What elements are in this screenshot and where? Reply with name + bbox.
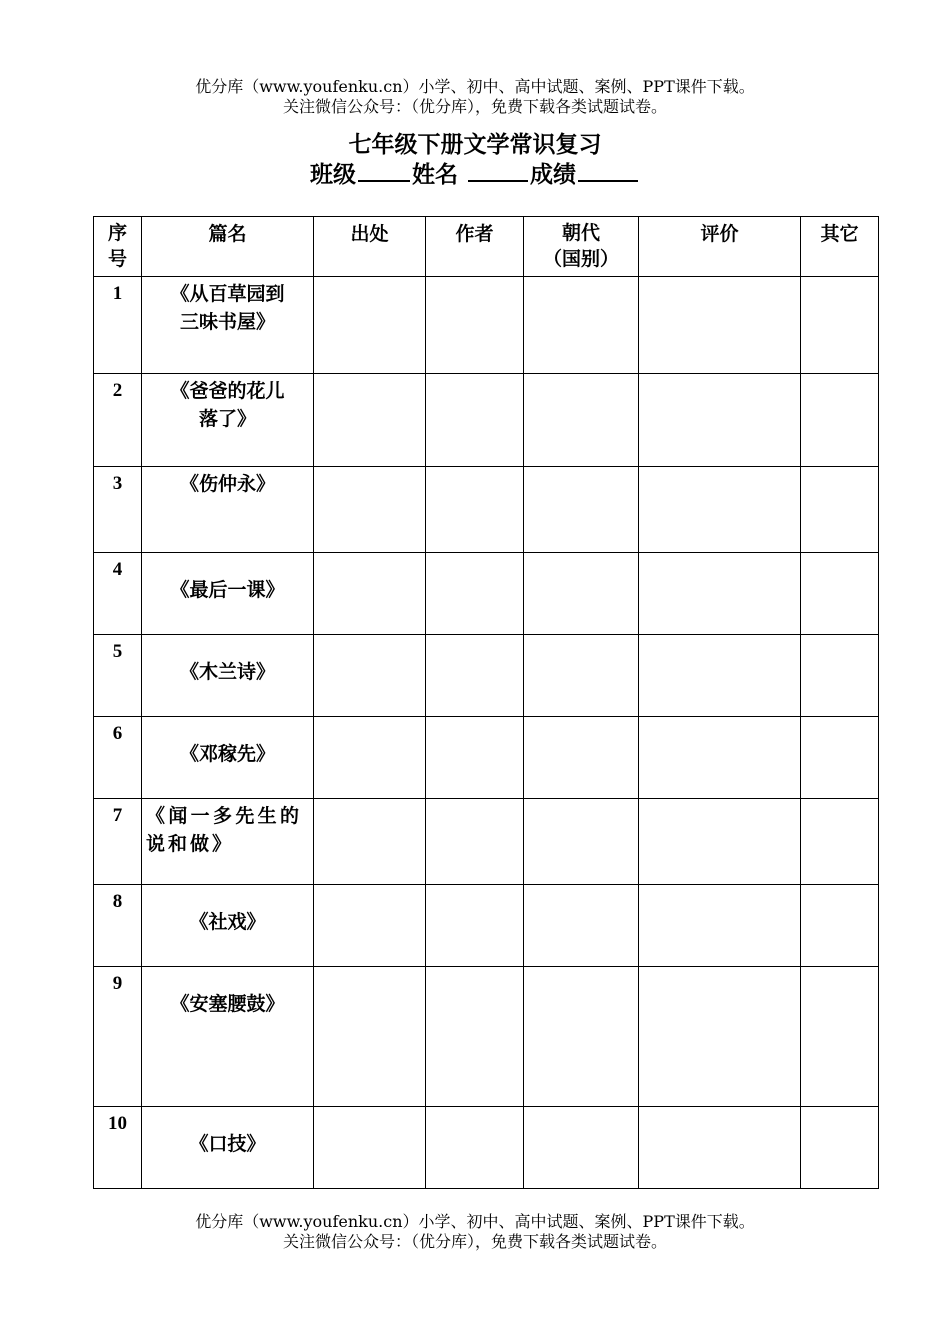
row-number: 7 xyxy=(94,799,142,885)
document-title: 七年级下册文学常识复习 xyxy=(348,132,602,158)
cell-evaluation[interactable] xyxy=(639,885,801,967)
cell-dynasty[interactable] xyxy=(524,1107,639,1189)
cell-author[interactable] xyxy=(426,635,524,717)
row-number: 1 xyxy=(94,277,142,374)
cell-other[interactable] xyxy=(801,717,879,799)
col-header-number: 序号 xyxy=(94,217,142,277)
cell-dynasty[interactable] xyxy=(524,799,639,885)
cell-dynasty[interactable] xyxy=(524,635,639,717)
class-label: 班级 xyxy=(309,162,356,188)
cell-evaluation[interactable] xyxy=(639,467,801,553)
col-header-title: 篇名 xyxy=(142,217,314,277)
cell-dynasty[interactable] xyxy=(524,277,639,374)
cell-author[interactable] xyxy=(426,374,524,467)
page-footer xyxy=(0,1212,950,1252)
class-blank[interactable] xyxy=(358,160,410,182)
row-number: 3 xyxy=(94,467,142,553)
row-number: 6 xyxy=(94,717,142,799)
cell-other[interactable] xyxy=(801,635,879,717)
header-line-2: 关注微信公众号：（优分库），免费下载各类试题试卷。 xyxy=(282,97,667,116)
cell-dynasty[interactable] xyxy=(524,374,639,467)
row-number: 10 xyxy=(94,1107,142,1189)
cell-dynasty[interactable] xyxy=(524,967,639,1107)
cell-author[interactable] xyxy=(426,967,524,1107)
col-header-evaluation: 评价 xyxy=(639,217,801,277)
row-title: 《口技》 xyxy=(142,1107,314,1189)
row-title: 《伤仲永》 xyxy=(142,467,314,553)
row-number: 9 xyxy=(94,967,142,1107)
cell-other[interactable] xyxy=(801,277,879,374)
row-number: 5 xyxy=(94,635,142,717)
row-title: 《邓稼先》 xyxy=(142,717,314,799)
literature-review-table xyxy=(93,216,879,1189)
col-header-dynasty: 朝代 （国别） xyxy=(524,217,639,277)
cell-source[interactable] xyxy=(314,374,426,467)
header-line-1: 优分库（www.youfenku.cn）小学、初中、高中试题、案例、PPT课件下载。 xyxy=(195,77,755,96)
cell-evaluation[interactable] xyxy=(639,967,801,1107)
row-title: 《最后一课》 xyxy=(142,553,314,635)
score-blank[interactable] xyxy=(578,160,638,182)
cell-source[interactable] xyxy=(314,277,426,374)
row-title: 《木兰诗》 xyxy=(142,635,314,717)
cell-evaluation[interactable] xyxy=(639,553,801,635)
row-title: 《社戏》 xyxy=(142,885,314,967)
row-title: 《闻一多先生的说和做》 xyxy=(142,799,314,885)
table-row xyxy=(94,717,879,799)
cell-evaluation[interactable] xyxy=(639,635,801,717)
cell-source[interactable] xyxy=(314,553,426,635)
table-row xyxy=(94,799,879,885)
cell-other[interactable] xyxy=(801,467,879,553)
cell-source[interactable] xyxy=(314,467,426,553)
name-label: 姓名 xyxy=(411,162,458,188)
col-header-source: 出处 xyxy=(314,217,426,277)
table-row xyxy=(94,467,879,553)
cell-other[interactable] xyxy=(801,885,879,967)
table-row xyxy=(94,635,879,717)
cell-other[interactable] xyxy=(801,374,879,467)
cell-evaluation[interactable] xyxy=(639,1107,801,1189)
table-row xyxy=(94,967,879,1107)
cell-source[interactable] xyxy=(314,717,426,799)
table-header-row xyxy=(94,217,879,277)
cell-author[interactable] xyxy=(426,277,524,374)
cell-author[interactable] xyxy=(426,467,524,553)
row-title: 《爸爸的花儿落了》 xyxy=(142,374,314,467)
cell-author[interactable] xyxy=(426,1107,524,1189)
cell-source[interactable] xyxy=(314,799,426,885)
cell-evaluation[interactable] xyxy=(639,799,801,885)
cell-source[interactable] xyxy=(314,885,426,967)
cell-evaluation[interactable] xyxy=(639,717,801,799)
cell-source[interactable] xyxy=(314,1107,426,1189)
student-info-line xyxy=(0,160,950,190)
cell-author[interactable] xyxy=(426,717,524,799)
cell-other[interactable] xyxy=(801,967,879,1107)
name-blank[interactable] xyxy=(468,160,528,182)
cell-other[interactable] xyxy=(801,1107,879,1189)
cell-source[interactable] xyxy=(314,635,426,717)
cell-dynasty[interactable] xyxy=(524,467,639,553)
score-label: 成绩 xyxy=(530,162,576,188)
cell-author[interactable] xyxy=(426,799,524,885)
page-header xyxy=(0,77,950,117)
table-row xyxy=(94,1107,879,1189)
cell-other[interactable] xyxy=(801,799,879,885)
col-header-other: 其它 xyxy=(801,217,879,277)
footer-line-2: 关注微信公众号：（优分库），免费下载各类试题试卷。 xyxy=(282,1232,667,1251)
footer-line-1: 优分库（www.youfenku.cn）小学、初中、高中试题、案例、PPT课件下载。 xyxy=(195,1212,755,1231)
row-number: 2 xyxy=(94,374,142,467)
row-number: 4 xyxy=(94,553,142,635)
cell-dynasty[interactable] xyxy=(524,553,639,635)
cell-dynasty[interactable] xyxy=(524,885,639,967)
row-title: 《从百草园到三味书屋》 xyxy=(142,277,314,374)
cell-dynasty[interactable] xyxy=(524,717,639,799)
row-title: 《安塞腰鼓》 xyxy=(142,967,314,1107)
row-number: 8 xyxy=(94,885,142,967)
table-row xyxy=(94,553,879,635)
table-row xyxy=(94,277,879,374)
cell-other[interactable] xyxy=(801,553,879,635)
cell-source[interactable] xyxy=(314,967,426,1107)
col-header-author: 作者 xyxy=(426,217,524,277)
cell-author[interactable] xyxy=(426,885,524,967)
table-row xyxy=(94,374,879,467)
cell-evaluation[interactable] xyxy=(639,374,801,467)
cell-author[interactable] xyxy=(426,553,524,635)
table-row xyxy=(94,885,879,967)
cell-evaluation[interactable] xyxy=(639,277,801,374)
